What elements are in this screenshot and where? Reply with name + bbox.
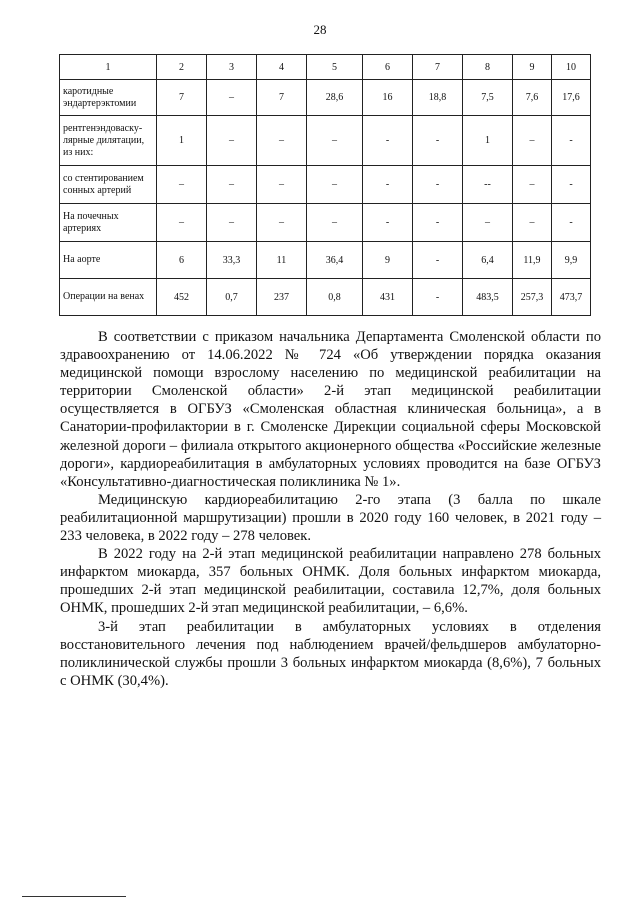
body-text (60, 328, 601, 690)
table-cell: – (257, 166, 307, 204)
table-row (60, 116, 591, 166)
table-cell: - (552, 166, 591, 204)
table-cell: – (307, 166, 363, 204)
column-header: 2 (157, 55, 207, 80)
table-cell: – (257, 116, 307, 166)
table-cell: -- (463, 166, 513, 204)
table-cell: – (207, 80, 257, 116)
table-cell: - (413, 116, 463, 166)
table-cell: - (552, 116, 591, 166)
table-cell: – (513, 116, 552, 166)
table-cell: 452 (157, 279, 207, 316)
table-cell: 7 (257, 80, 307, 116)
table-cell: 6,4 (463, 242, 513, 279)
table-cell: 483,5 (463, 279, 513, 316)
row-label: Операции на венах (60, 279, 157, 316)
table-cell: 11 (257, 242, 307, 279)
column-header: 8 (463, 55, 513, 80)
paragraph: Медицинскую кардиореабилитацию 2-го этапа (3 балла по шкале реабилитационной маршрутизации) прошли в 2020 году 160 человек, в 2021 году – 233 человека, в 2022 году – 278 человек. (60, 491, 601, 545)
table-cell: - (363, 204, 413, 242)
table-row (60, 204, 591, 242)
table-row (60, 242, 591, 279)
table-cell: – (257, 204, 307, 242)
column-header: 10 (552, 55, 591, 80)
table-cell: – (513, 166, 552, 204)
table-row (60, 80, 591, 116)
column-header: 9 (513, 55, 552, 80)
table-cell: 0,8 (307, 279, 363, 316)
table-cell: 257,3 (513, 279, 552, 316)
row-label: На аорте (60, 242, 157, 279)
table-cell: - (413, 204, 463, 242)
column-header: 5 (307, 55, 363, 80)
paragraph: В соответствии с приказом начальника Департамента Смоленской области по здравоохранению от 14.06.2022 № 724 «Об утверждении порядка оказания медицинской помощи взрослому населению по медицинской реабилитации на территории Смоленской области» 2-й этап медицинской реабилитации осуществляется в ОГБУЗ «Смоленская областная клиническая больница», а в Санатории-профилактории в г. Смоленске Дирекции социальной сферы Московской железной дороги – филиала открытого акционерного общества «Российские железные дороги», кардиореабилитация в амбулаторных условиях проводится на базе ОГБУЗ «Консультативно-диагностическая поликлиника № 1». (60, 329, 601, 490)
paragraph: 3-й этап реабилитации в амбулаторных условиях в отделения восстановительного лечения под наблюдением врачей/фельдшеров амбулаторно-поликлинической службы прошли 3 больных инфарктом миокарда (8,6%), 7 больных с ОНМК (30,4%). (60, 618, 601, 689)
table-row (60, 166, 591, 204)
table-cell: 17,6 (552, 80, 591, 116)
table-cell: 28,6 (307, 80, 363, 116)
table-cell: – (207, 204, 257, 242)
row-label: со стентированием сонных артерий (60, 166, 157, 204)
column-header: 6 (363, 55, 413, 80)
statistics-table (59, 54, 591, 316)
table-cell: 7,5 (463, 80, 513, 116)
table-cell: 9,9 (552, 242, 591, 279)
table-cell: 473,7 (552, 279, 591, 316)
table-cell: 237 (257, 279, 307, 316)
footnote-divider (22, 896, 126, 897)
table-cell: 7,6 (513, 80, 552, 116)
table-cell: 16 (363, 80, 413, 116)
column-header: 7 (413, 55, 463, 80)
table-cell: – (157, 204, 207, 242)
table-cell: - (552, 204, 591, 242)
table-cell: 33,3 (207, 242, 257, 279)
table-cell: 18,8 (413, 80, 463, 116)
paragraph: В 2022 году на 2-й этап медицинской реабилитации направлено 278 больных инфарктом миокарда, 357 больных ОНМК. Доля больных инфарктом миокарда, прошедших 2-й этап медицинской реабилитации, составила 12,7%, доля больных ОНМК, прошедших 2-й этап медицинской реабилитации, – 6,6%. (60, 546, 601, 617)
table-cell: - (363, 166, 413, 204)
table-cell: 9 (363, 242, 413, 279)
table-cell: 1 (157, 116, 207, 166)
table-cell: – (207, 116, 257, 166)
table-cell: - (413, 279, 463, 316)
table-cell: – (207, 166, 257, 204)
column-header: 3 (207, 55, 257, 80)
page-number: 28 (313, 22, 327, 37)
column-header: 1 (60, 55, 157, 80)
table-cell: 7 (157, 80, 207, 116)
table-cell: 6 (157, 242, 207, 279)
table-cell: – (307, 116, 363, 166)
table-cell: – (307, 204, 363, 242)
table-header-row (60, 55, 591, 80)
table-cell: 11,9 (513, 242, 552, 279)
row-label: каротидные эндартерэктомии (60, 80, 157, 116)
table-cell: 36,4 (307, 242, 363, 279)
table-cell: – (463, 204, 513, 242)
table-cell: - (363, 116, 413, 166)
row-label: На почечных артериях (60, 204, 157, 242)
table-cell: - (413, 166, 463, 204)
table-cell: 1 (463, 116, 513, 166)
column-header: 4 (257, 55, 307, 80)
table-cell: - (413, 242, 463, 279)
row-label: рентгенэндоваску-лярные дилятации, из них: (60, 116, 157, 166)
table-cell: – (157, 166, 207, 204)
table-cell: 0,7 (207, 279, 257, 316)
table-cell: – (513, 204, 552, 242)
table-row (60, 279, 591, 316)
table-cell: 431 (363, 279, 413, 316)
